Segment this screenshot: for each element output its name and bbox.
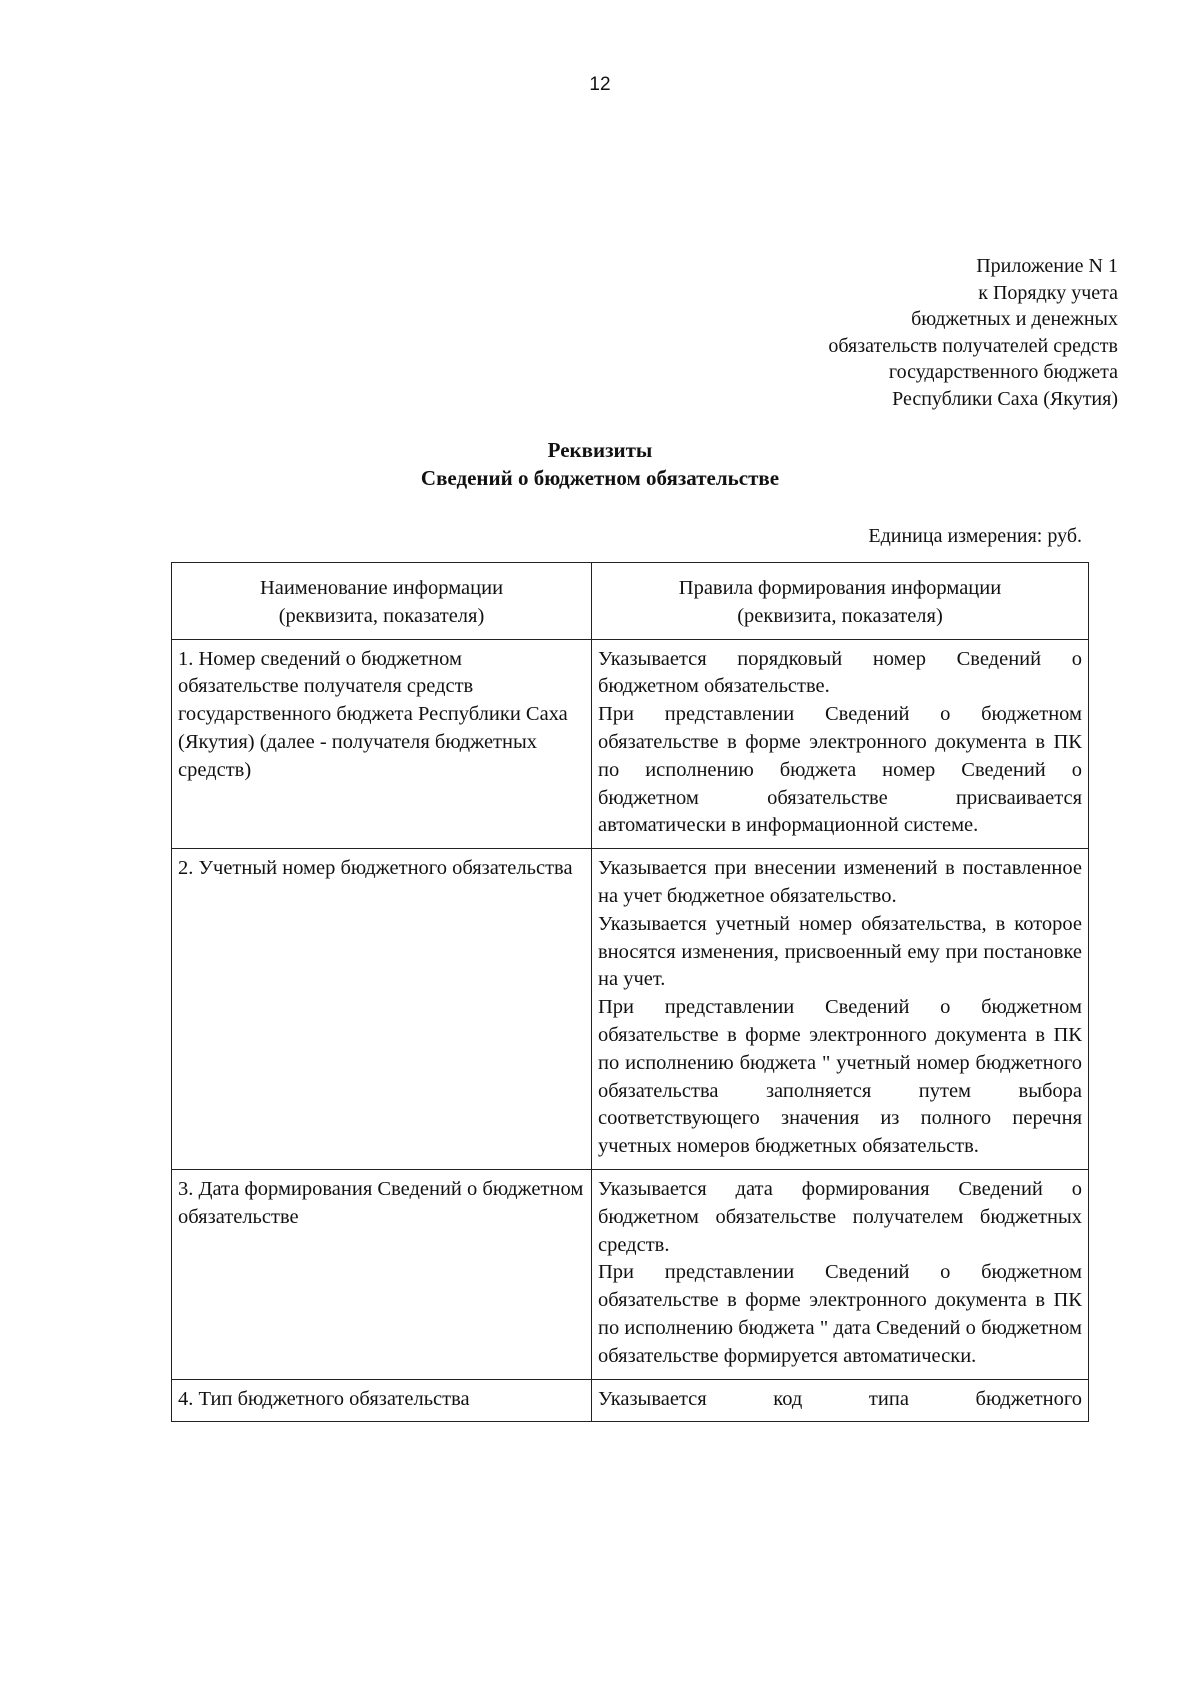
info-rule-cell xyxy=(592,1169,1089,1379)
column-header-rules xyxy=(592,563,1089,640)
info-name-cell: 4. Тип бюджетного обязательства xyxy=(172,1379,592,1422)
rule-paragraph: Указывается код типа бюджетного xyxy=(598,1387,1082,1410)
rule-paragraph: При представлении Сведений о бюджетном обязательстве в форме электронного документа в ПК по исполнению бюджета " дата Сведений о бюджетном обязательстве формируется автоматически. xyxy=(598,1261,1082,1367)
info-name-cell: 1. Номер сведений о бюджетном обязательстве получателя средств государственного бюджета Республики Саха (Якутия) (далее - получателя бюджетных средств) xyxy=(172,639,592,849)
appendix-reference xyxy=(828,253,1118,412)
table-header-row xyxy=(172,563,1089,640)
rule-paragraph: Указывается дата формирования Сведений о бюджетном обязательстве получателем бюджетных средств. xyxy=(598,1177,1082,1256)
appendix-line: государственного бюджета xyxy=(888,361,1118,383)
rule-paragraph: При представлении Сведений о бюджетном обязательстве в форме электронного документа в ПК по исполнению бюджета " учетный номер бюджетного обязательства заполняется путем выбора соответствующего значения из полного перечня учетных номеров бюджетных обязательств. xyxy=(598,996,1082,1158)
table-row xyxy=(172,1379,1089,1422)
column-header-line: Правила формирования информации xyxy=(678,577,1002,599)
appendix-line: Республики Саха (Якутия) xyxy=(892,387,1118,410)
table-row xyxy=(172,849,1089,1170)
page-number: 12 xyxy=(589,74,611,95)
column-header-line: Наименование информации xyxy=(259,577,504,599)
column-header-line: (реквизита, показателя) xyxy=(737,604,943,627)
rule-paragraph: Указывается порядковый номер Сведений о бюджетном обязательстве. xyxy=(598,647,1082,698)
document-title xyxy=(0,436,1200,492)
column-header-name xyxy=(172,563,592,640)
appendix-line: бюджетных и денежных xyxy=(911,308,1118,330)
table-row xyxy=(172,1169,1089,1379)
rule-paragraph: Указывается учетный номер обязательства, в которое вносятся изменения, присвоенный ему при постановке на учет. xyxy=(598,912,1082,991)
info-rule-cell xyxy=(592,1379,1089,1422)
document-title-line: Реквизиты xyxy=(547,438,653,462)
column-header-line: (реквизита, показателя) xyxy=(278,604,485,627)
rule-paragraph: Указывается при внесении изменений в поставленное на учет бюджетное обязательство. xyxy=(598,857,1082,907)
rule-paragraph: При представлении Сведений о бюджетном обязательстве в форме электронного документа в ПК по исполнению бюджета номер Сведений о бюджетном обязательстве присваивается автоматически в информационной системе. xyxy=(598,703,1082,837)
table-row xyxy=(172,639,1089,849)
info-name-cell: 3. Дата формирования Сведений о бюджетном обязательстве xyxy=(172,1169,592,1379)
info-rule-cell xyxy=(592,849,1089,1170)
unit-of-measure: Единица измерения: руб. xyxy=(868,525,1082,547)
info-name-cell: 2. Учетный номер бюджетного обязательства xyxy=(172,849,592,1170)
appendix-line: к Порядку учета xyxy=(978,281,1118,304)
document-subtitle-line: Сведений о бюджетном обязательстве xyxy=(420,466,780,490)
appendix-line: обязательств получателей средств xyxy=(828,334,1118,357)
requisites-table xyxy=(171,562,1089,1422)
info-rule-cell xyxy=(592,639,1089,849)
appendix-line: Приложение N 1 xyxy=(976,255,1118,277)
